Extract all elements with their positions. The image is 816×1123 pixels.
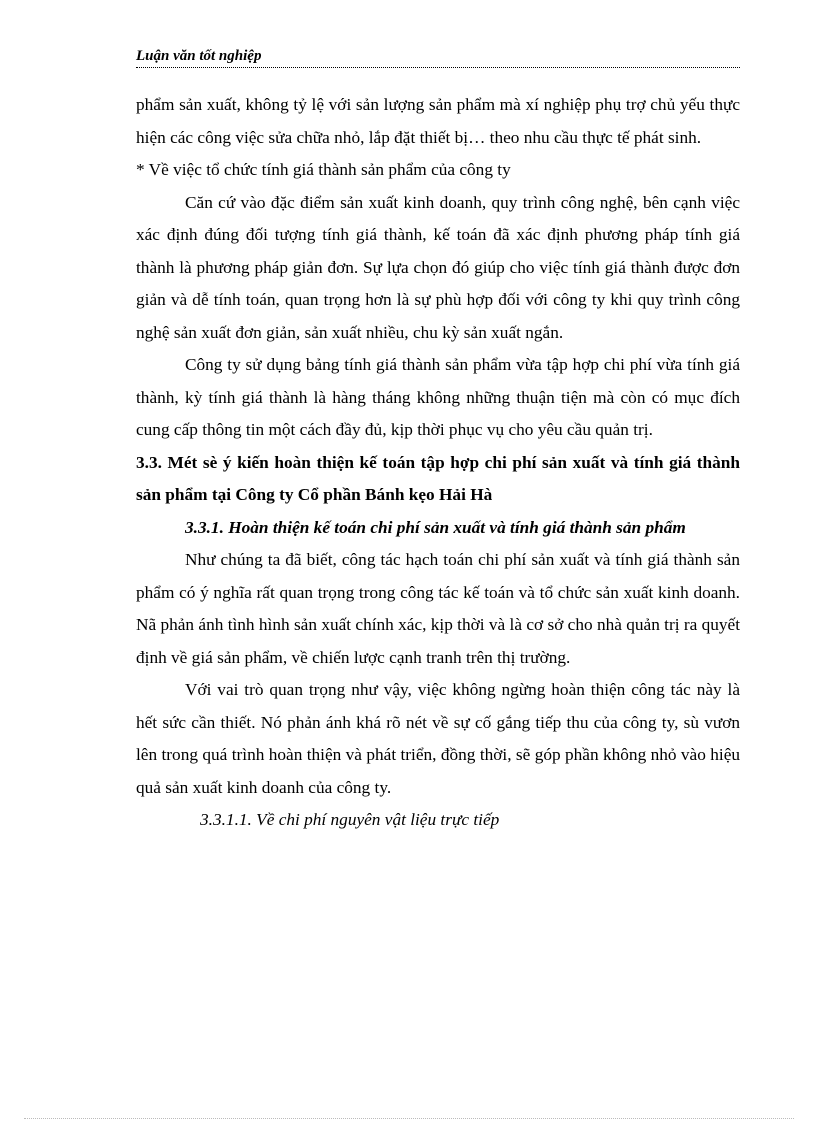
document-body (136, 89, 740, 837)
page-bottom-divider (24, 1118, 794, 1119)
paragraph-improvement: Với vai trò quan trọng như vậy, việc không ngừng hoàn thiện công tác này là hết sức cần thiết. Nó phản ánh khá rõ nét về sự cố gắng tiếp thu của công ty, sù vươn lên trong quá trình hoàn thiện và phát triển, đồng thời, sẽ góp phần không nhỏ vào hiệu quả sản xuất kinh doanh của công ty. (136, 680, 740, 797)
page-header-title: Luận văn tốt nghiệp (136, 48, 262, 64)
section-heading-3-3-1-1: 3.3.1.1. Về chi phí nguyên vật liệu trực tiếp (200, 810, 500, 829)
section-heading-3-3-1: 3.3.1. Hoàn thiện kế toán chi phí sản xuất và tính giá thành sản phẩm (185, 517, 686, 537)
paragraph-importance: Như chúng ta đã biết, công tác hạch toán chi phí sản xuất và tính giá thành sản phẩm có ý nghĩa rất quan trọng trong công tác kế toán và tổ chức sản xuất kinh doanh. Nã phản ánh tình hình sản xuất chính xác, kịp thời và là cơ sở cho nhà quản trị ra quyết định về giá sản phẩm, về chiến lược cạnh tranh trên thị trường. (136, 550, 740, 667)
paragraph-costing-table: Công ty sử dụng bảng tính giá thành sản phẩm vừa tập hợp chi phí vừa tính giá thành, kỳ tính giá thành là hàng tháng không những thuận tiện mà còn có mục đích cung cấp thông tin một cách đầy đủ, kịp thời phục vụ cho yêu cầu quản trị. (136, 355, 740, 439)
bullet-heading: * Về việc tổ chức tính giá thành sản phẩm của công ty (136, 160, 511, 179)
paragraph-costing-method: Căn cứ vào đặc điểm sản xuất kinh doanh, quy trình công nghệ, bên cạnh việc xác định đúng đối tượng tính giá thành, kế toán đã xác định phương pháp tính giá thành là phương pháp giản đơn. Sự lựa chọn đó giúp cho việc tính giá thành được đơn giản và dễ tính toán, quan trọng hơn là sự phù hợp đối với công ty khi quy trình công nghệ sản xuất đơn giản, sản xuất nhiều, chu kỳ sản xuất ngắn. (136, 192, 740, 342)
paragraph-continued: phẩm sản xuất, không tỷ lệ với sản lượng sản phẩm mà xí nghiệp phụ trợ chủ yếu thực hiện các công việc sửa chữa nhỏ, lắp đặt thiết bị… theo nhu cầu thực tế phát sinh. (136, 95, 740, 147)
section-heading-3-3: 3.3. Mét sè ý kiến hoàn thiện kế toán tập hợp chi phí sản xuất và tính giá thành sản phẩm tại Công ty Cổ phần Bánh kẹo Hải Hà (136, 452, 740, 504)
header-divider (136, 67, 740, 68)
